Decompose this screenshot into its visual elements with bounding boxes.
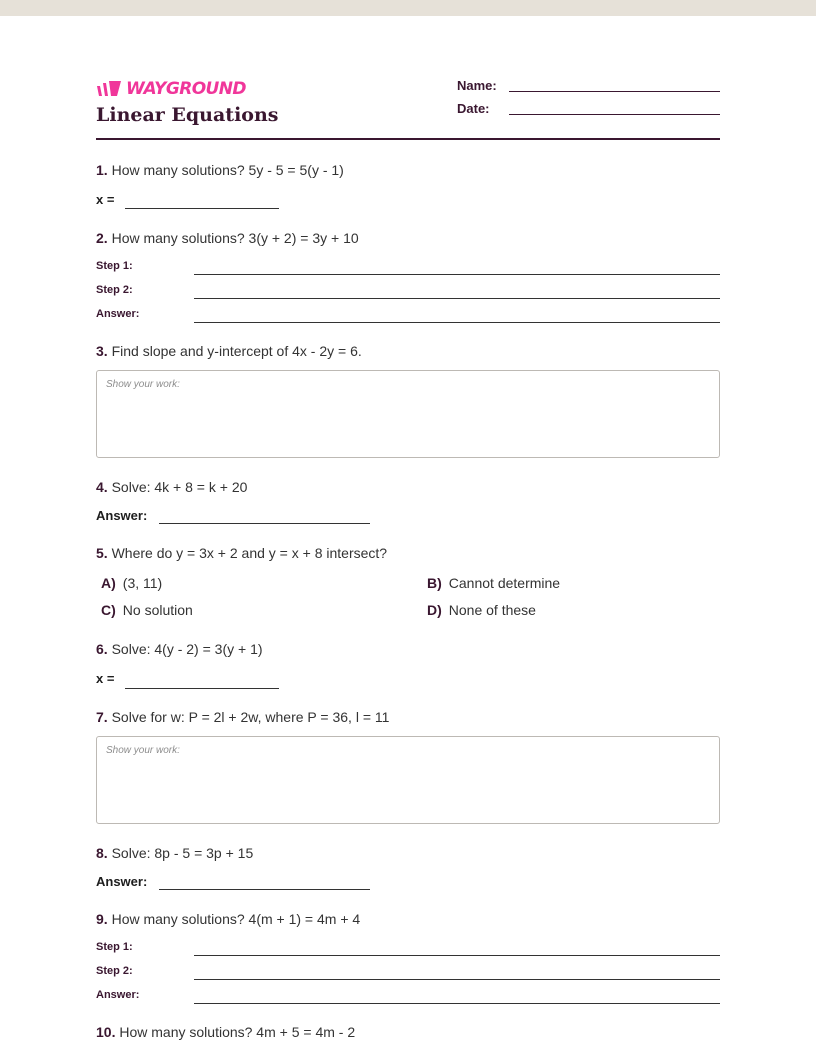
answer-label: Answer: [96,874,148,889]
brand-name: WAYGROUND [126,79,246,99]
step-2-label: Step 2: [96,965,133,977]
page-top-bar [0,0,816,16]
question-6 [96,641,263,657]
option-letter: C) [101,602,116,618]
question-2 [96,230,359,246]
question-number: 4. [96,479,108,495]
date-label: Date: [457,101,490,116]
question-number: 1. [96,162,108,178]
question-5 [96,545,387,561]
option-b[interactable] [427,575,560,591]
date-field[interactable] [509,114,720,115]
step-1-field[interactable] [194,274,720,275]
step-1-label: Step 1: [96,260,133,272]
question-10 [96,1024,355,1040]
answer-field[interactable] [159,523,370,524]
option-c[interactable] [101,602,193,618]
question-text: How many solutions? 5y - 5 = 5(y - 1) [111,162,344,178]
question-number: 10. [96,1024,116,1040]
work-placeholder: Show your work: [106,379,180,390]
question-number: 6. [96,641,108,657]
option-text: No solution [122,602,193,618]
answer-field[interactable] [159,889,370,890]
step-1-label: Step 1: [96,941,133,953]
question-4 [96,479,247,495]
answer-field[interactable] [125,688,279,689]
answer-label: Answer: [96,989,140,1001]
name-label: Name: [457,78,497,93]
brand-logo [96,78,246,100]
question-text: Find slope and y-intercept of 4x - 2y = 6. [111,343,362,359]
wayground-logo-icon [96,80,122,98]
answer-field[interactable] [194,1003,720,1004]
name-field[interactable] [509,91,720,92]
answer-label: Answer: [96,308,140,320]
option-d[interactable] [427,602,536,618]
question-text: Solve: 4(y - 2) = 3(y + 1) [111,641,263,657]
answer-field[interactable] [125,208,279,209]
question-number: 3. [96,343,108,359]
work-area[interactable] [96,370,720,458]
question-text: Solve for w: P = 2l + 2w, where P = 36, l = 11 [111,709,390,725]
answer-label: x = [96,671,115,686]
question-number: 9. [96,911,108,927]
question-number: 8. [96,845,108,861]
question-text: How many solutions? 4m + 5 = 4m - 2 [119,1024,356,1040]
question-8 [96,845,253,861]
question-9 [96,911,360,927]
question-text: How many solutions? 3(y + 2) = 3y + 10 [111,230,359,246]
question-text: Where do y = 3x + 2 and y = x + 8 intersect? [111,545,388,561]
worksheet-header [96,78,720,140]
option-letter: A) [101,575,116,591]
option-text: Cannot determine [448,575,561,591]
question-number: 7. [96,709,108,725]
question-text: Solve: 8p - 5 = 3p + 15 [111,845,254,861]
question-number: 5. [96,545,108,561]
work-placeholder: Show your work: [106,745,180,756]
question-7 [96,709,389,725]
question-text: How many solutions? 4(m + 1) = 4m + 4 [111,911,361,927]
question-3 [96,343,362,359]
answer-label: Answer: [96,508,148,523]
option-a[interactable] [101,575,162,591]
step-2-field[interactable] [194,979,720,980]
answer-field[interactable] [194,322,720,323]
worksheet-title: Linear Equations [96,104,279,126]
work-area[interactable] [96,736,720,824]
step-2-field[interactable] [194,298,720,299]
step-2-label: Step 2: [96,284,133,296]
option-letter: D) [427,602,442,618]
question-1 [96,162,344,178]
question-number: 2. [96,230,108,246]
step-1-field[interactable] [194,955,720,956]
question-text: Solve: 4k + 8 = k + 20 [111,479,248,495]
option-text: (3, 11) [122,575,163,591]
option-text: None of these [448,602,536,618]
answer-label: x = [96,192,115,207]
option-letter: B) [427,575,442,591]
